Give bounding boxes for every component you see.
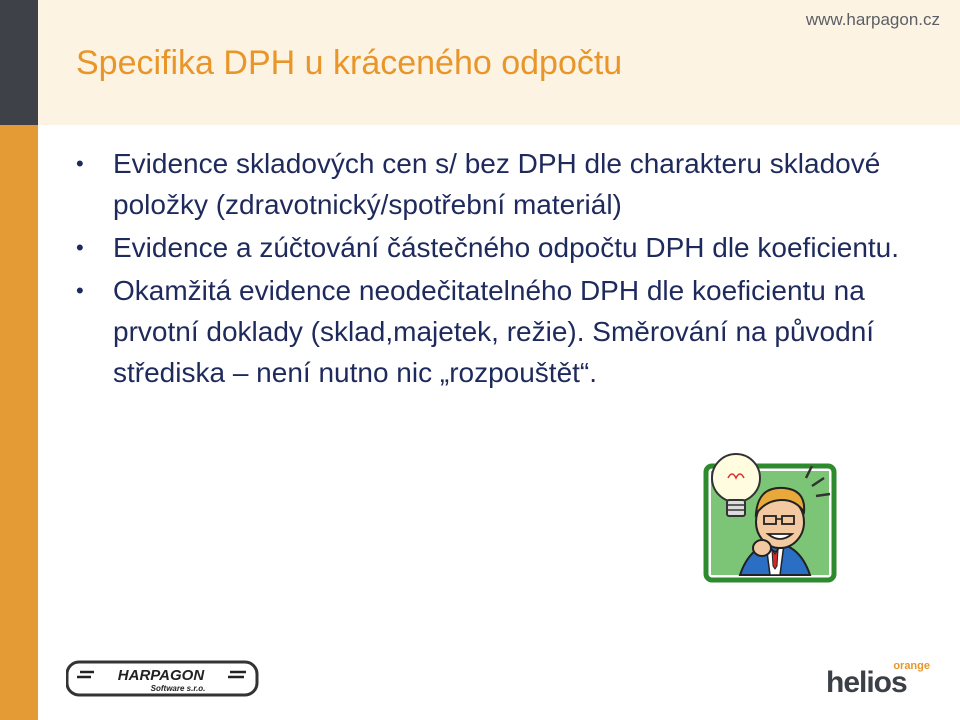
website-url: www.harpagon.cz	[805, 10, 940, 29]
bullet-item	[76, 270, 936, 393]
bullet-list	[76, 143, 936, 395]
bullet-dot-icon: •	[76, 235, 84, 260]
helios-logo	[826, 662, 936, 702]
bullet-text: Okamžitá evidence neodečitatelného DPH dle koeficientu na prvotní doklady (sklad,majetek, režie). Směrování na původní střediska – není nutno nic „rozpouštět“.	[113, 275, 875, 388]
helios-logo-word: helios	[826, 666, 907, 699]
slide-title: Specifika DPH u kráceného odpočtu	[76, 44, 623, 82]
left-bar-orange	[0, 125, 38, 720]
left-bar-dark	[0, 0, 38, 125]
bullet-item	[76, 227, 936, 268]
bullet-item	[76, 143, 936, 225]
harpagon-logo-word: HARPAGON	[117, 667, 205, 684]
harpagon-logo	[66, 660, 259, 698]
bullet-dot-icon: •	[76, 278, 84, 303]
bullet-dot-icon: •	[76, 151, 84, 176]
helios-logo-tag: orange	[893, 660, 930, 672]
idea-lightbulb-icon	[700, 444, 840, 584]
harpagon-logo-sub: Software s.r.o.	[150, 684, 206, 693]
bullet-text: Evidence a zúčtování částečného odpočtu DPH dle koeficientu.	[113, 232, 900, 263]
bullet-text: Evidence skladových cen s/ bez DPH dle charakteru skladové položky (zdravotnický/spotřební materiál)	[113, 148, 881, 220]
